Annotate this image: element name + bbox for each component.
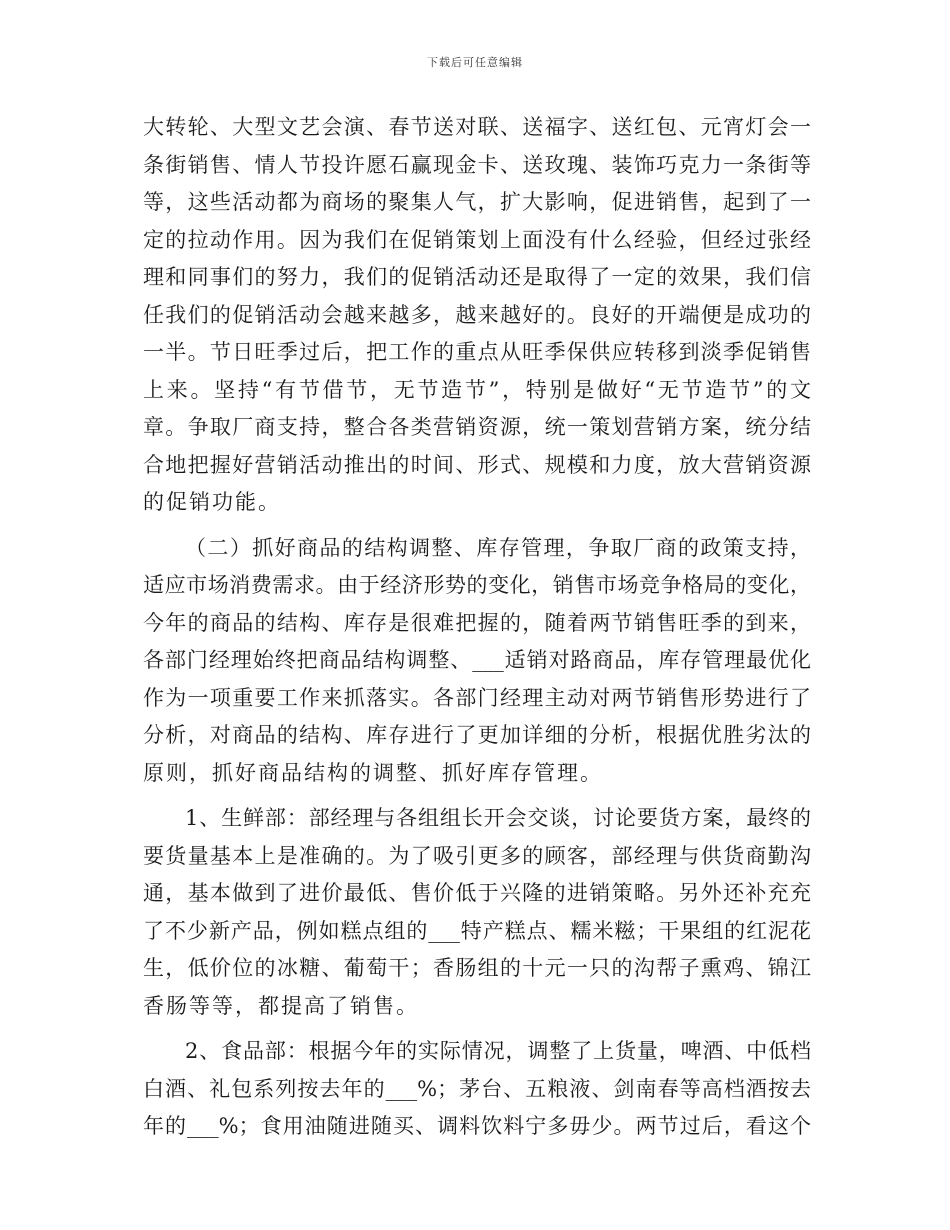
text-line: 合地把握好营销活动推出的时间、形式、规模和力度，放大营销资源 [143, 452, 811, 477]
text-line: 分析，对商品的结构、库存进行了更加详细的分析，根据优胜劣汰的 [143, 723, 811, 747]
text-line: 各部门经理始终把商品结构调整、___适销对路商品，库存管理最优化 [143, 648, 811, 672]
text-line: 的促销功能。 [143, 490, 281, 514]
text-line: 任我们的促销活动会越来越多，越来越好的。良好的开端便是成功的 [143, 302, 811, 327]
text-line: 通，基本做到了进价最低、售价低于兴隆的进销策略。另外还补充充 [143, 881, 811, 905]
text-line: 年的___%；食用油随进随买、调料饮料宁多毋少。两节过后，看这个 [143, 1114, 811, 1138]
text-line: 等，这些活动都为商场的聚集人气，扩大影响，促进销售，起到了一 [143, 190, 811, 214]
text-line: 章。争取厂商支持，整合各类营销资源，统一策划营销方案，统分结 [143, 415, 811, 439]
text-line: 大转轮、大型文艺会演、春节送对联、送福字、送红包、元宵灯会一 [143, 115, 811, 139]
text-line: 了不少新产品，例如糕点组的___特产糕点、糯米糍；干果组的红泥花 [143, 918, 811, 943]
text-line: 生，低价位的冰糖、葡萄干；香肠组的十元一只的沟帮子熏鸡、锦江 [143, 956, 811, 980]
text-line: 2、食品部：根据今年的实际情况，调整了上货量，啤酒、中低档 [185, 1039, 811, 1063]
text-line: 1、生鲜部：部经理与各组组长开会交谈，讨论要货方案，最终的 [185, 806, 811, 830]
text-line: 适应市场消费需求。由于经济形势的变化，销售市场竞争格局的变化， [143, 573, 811, 597]
text-line: 条街销售、情人节投许愿石赢现金卡、送玫瑰、装饰巧克力一条街等 [143, 152, 811, 177]
text-line: 一半。节日旺季过后，把工作的重点从旺季保供应转移到淡季促销售 [143, 340, 811, 364]
text-line: 白酒、礼包系列按去年的___%；茅台、五粮液、剑南春等高档酒按去 [143, 1076, 811, 1101]
page-header: 下载后可任意编辑 [427, 56, 523, 69]
text-line: 原则，抓好商品结构的调整、抓好库存管理。 [143, 760, 603, 785]
text-line: 香肠等等，都提高了销售。 [143, 993, 419, 1018]
text-line: 要货量基本上是准确的。为了吸引更多的顾客，部经理与供货商勤沟 [143, 843, 811, 868]
text-line: 作为一项重要工作来抓落实。各部门经理主动对两节销售形势进行了 [143, 685, 811, 710]
text-line: 今年的商品的结构、库存是很难把握的，随着两节销售旺季的到来， [143, 610, 811, 635]
text-line: 定的拉动作用。因为我们在促销策划上面没有什么经验，但经过张经 [143, 227, 811, 252]
document-body [143, 109, 811, 1146]
text-line: 上来。坚持“有节借节，无节造节”，特别是做好“无节造节”的文 [143, 377, 811, 402]
text-line: 理和同事们的努力，我们的促销活动还是取得了一定的效果，我们信 [143, 265, 811, 289]
text-line: （二）抓好商品的结构调整、库存管理，争取厂商的政策支持， [185, 535, 811, 560]
